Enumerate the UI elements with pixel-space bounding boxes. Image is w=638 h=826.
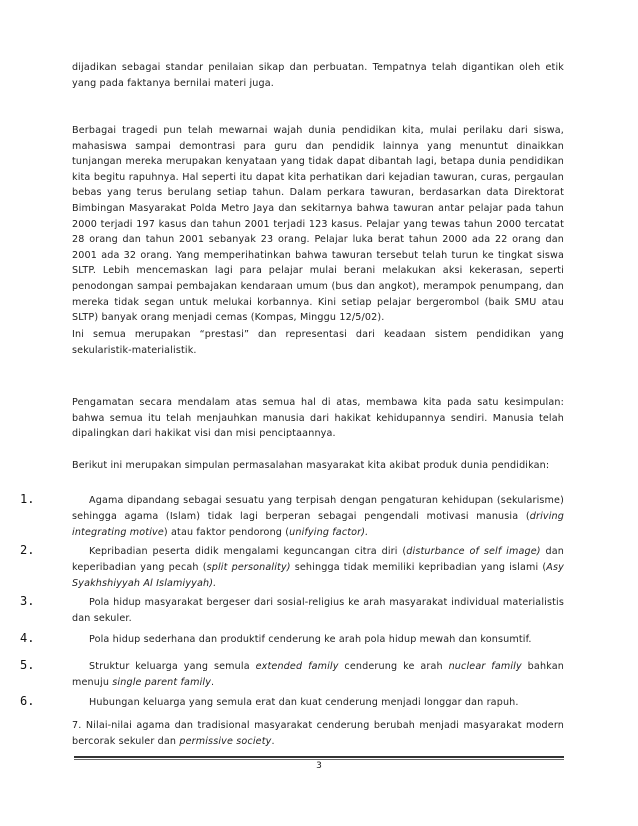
- italic-term: permissive society: [179, 735, 272, 747]
- footer-divider: [74, 756, 564, 758]
- list-number: 3.: [20, 594, 35, 608]
- list-item-text: [72, 544, 564, 592]
- list-item-text: [72, 595, 564, 627]
- text-run: Pola hidup sederhana dan produktif cenderung ke arah pola hidup mewah dan konsumtif.: [89, 634, 532, 645]
- list-item-text: [72, 632, 564, 648]
- paragraph-text: Ini semua merupakan “prestasi” dan representasi dari keadaan sistem pendidikan yang sekularistik-materialistik.: [72, 329, 564, 356]
- list-number: 6.: [20, 694, 35, 708]
- list-number: 2.: [20, 543, 35, 557]
- list-number: 5.: [20, 658, 35, 672]
- paragraph-text: dijadikan sebagai standar penilaian sikap dan perbuatan. Tempatnya telah digantikan oleh etik yang pada faktanya bernilai materi juga.: [72, 62, 564, 89]
- text-run: Hubungan keluarga yang semula erat dan kuat cenderung menjadi longgar dan rapuh.: [89, 697, 519, 708]
- italic-term: Asy Syakhshiyyah Al Islamiyyah).: [72, 562, 564, 589]
- list-number: 4.: [20, 631, 35, 645]
- text-run: bahkan menuju: [72, 661, 564, 688]
- paragraph-text: Pengamatan secara mendalam atas semua hal di atas, membawa kita pada satu kesimpulan: bahwa semua itu telah menjauhkan manusia dari hakikat kehidupannya sendiri. Manusia telah dipalingkan dari hakikat visi dan misi penciptaannya.: [72, 397, 564, 440]
- text-run: .: [211, 677, 215, 688]
- text-run: Agama dipandang sebagai sesuatu yang terpisah dengan pengaturan kehidupan (sekularisme) sehingga agama (Islam) tidak lagi berperan sebagai pengendali motivasi manusia (: [72, 495, 564, 522]
- italic-term: disturbance of self image): [406, 546, 541, 557]
- text-run: Kepribadian peserta didik mengalami keguncangan citra diri (: [89, 546, 407, 557]
- paragraph-text: Berikut ini merupakan simpulan permasalahan masyarakat kita akibat produk dunia pendidikan:: [72, 460, 550, 471]
- paragraph-intro: [72, 60, 564, 91]
- italic-term: nuclear family: [448, 661, 522, 672]
- list-item-text: [72, 493, 564, 541]
- paragraph-text: Berbagai tragedi pun telah mewarnai wajah dunia pendidikan kita, mulai perilaku dari siswa, mahasiswa sampai demontrasi para guru dan pendidik lainnya yang menuntut dinaikkan tunjangan mereka merupakan kenyataan yang tidak dapat dibantah lagi, betapa dunia pendidikan kita begitu rapuhnya. Hal seperti itu dapat kita perhatikan dari kejadian tawuran, curas, pergaulan bebas yang terus berulang setiap tahun. Dalam perkara tawuran, berdasarkan data Direktorat Bimbingan Masyarakat Polda Metro Jaya dan sekitarnya bahwa tawuran antar pelajar pada tahun 2000 terjadi 197 kasus dan tahun 2001 terjadi 123 kasus. Pelajar yang tewas tahun 2000 tercatat 28 orang dan tahun 2001 sebanyak 23 orang. Pelajar luka berat tahun 2000 ada 22 orang dan 2001 ada 32 orang. Yang memperihatinkan bahwa tawuran tersebut telah turun ke tingkat siswa SLTP. Lebih mencemaskan lagi para pelajar mulai berani melakukan aksi kekerasan, seperti penodongan sampai pembajakan kendaraan umum (bus dan angkot), merampok penumpang, dan mereka tidak segan untuk melukai korbannya. Kini setiap pelajar bergerombol (baik SMU atau SLTP) banyak orang menjadi cemas (Kompas, Minggu 12/5/02).: [72, 125, 564, 324]
- italic-term: unifying factor).: [289, 527, 369, 538]
- list-item-text: [72, 718, 564, 749]
- page-number: 3: [316, 761, 322, 771]
- list-item-text: [72, 695, 564, 711]
- italic-term: single parent family: [112, 677, 212, 688]
- paragraph-tragedi: [72, 123, 564, 326]
- italic-term: driving integrating motive: [72, 511, 564, 538]
- text-run: 7. Nilai-nilai agama dan tradisional masyarakat cenderung berubah menjadi masyarakat modern bercorak sekuler dan: [72, 720, 564, 747]
- text-run: .: [271, 735, 275, 747]
- italic-term: extended family: [255, 661, 339, 672]
- paragraph-simpulan-intro: [72, 458, 564, 474]
- text-run: cenderung ke arah: [338, 661, 449, 672]
- paragraph-prestasi: [72, 327, 564, 358]
- list-item-seven: [72, 718, 564, 749]
- text-run: Pola hidup masyarakat bergeser dari sosial-religius ke arah masyarakat individual materialistis dan sekuler.: [72, 597, 564, 624]
- text-run: sehingga tidak memiliki kepribadian yang islami (: [290, 562, 547, 573]
- paragraph-pengamatan: [72, 395, 564, 442]
- text-run: ) atau faktor pendorong (: [163, 527, 290, 538]
- list-item-text: [72, 659, 564, 691]
- text-run: Struktur keluarga yang semula: [89, 661, 256, 672]
- italic-term: split personality): [206, 562, 291, 573]
- list-number: 1.: [20, 492, 35, 506]
- text-run: dan keperibadian yang pecah (: [72, 546, 564, 573]
